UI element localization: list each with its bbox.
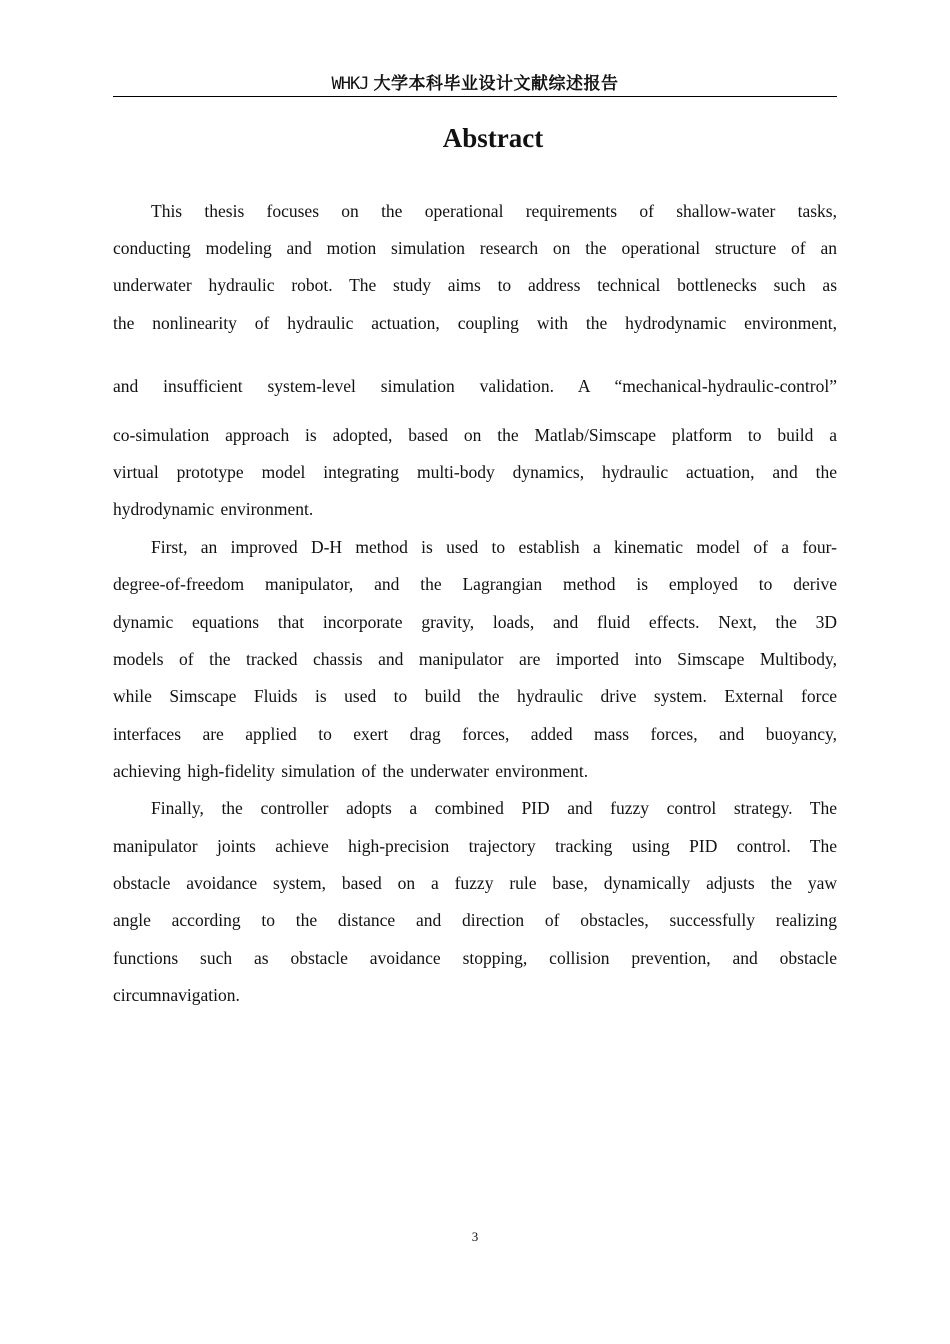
text-line: achieving high-fidelity simulation of the underwater environment. [113, 761, 589, 781]
text-line: hydrodynamic environment. [113, 499, 314, 519]
text-line: First, an improved D-H method is used to establish a kinematic model of a four- [151, 537, 837, 557]
header-latin: WHKJ [331, 74, 369, 94]
text-line: the nonlinearity of hydraulic actuation, coupling with the hydrodynamic environment, [113, 313, 837, 333]
header-cjk: 大学本科毕业设计文献综述报告 [373, 74, 619, 94]
text-line: dynamic equations that incorporate gravity, loads, and fluid effects. Next, the 3D [113, 612, 837, 632]
text-line: circumnavigation. [113, 985, 240, 1005]
running-header [113, 70, 837, 97]
text-line: while Simscape Fluids is used to build the hydraulic drive system. External force [113, 686, 837, 706]
text-line: degree-of-freedom manipulator, and the Lagrangian method is employed to derive [113, 574, 837, 594]
text-line: underwater hydraulic robot. The study aims to address technical bottlenecks such as [113, 275, 837, 295]
text-line: conducting modeling and motion simulation research on the operational structure of an [113, 238, 837, 258]
page-title: Abstract [442, 123, 544, 153]
text-line: co-simulation approach is adopted, based on the Matlab/Simscape platform to build a [113, 425, 837, 445]
text-line: and insufficient system-level simulation validation. A “mechanical-hydraulic-control” [113, 376, 837, 396]
abstract-body [113, 199, 837, 1019]
text-line: interfaces are applied to exert drag forces, added mass forces, and buoyancy, [113, 724, 837, 744]
text-line: This thesis focuses on the operational requirements of shallow-water tasks, [151, 201, 837, 221]
header-rule [113, 96, 837, 97]
text-line: manipulator joints achieve high-precision trajectory tracking using PID control. The [113, 836, 837, 856]
text-line: virtual prototype model integrating multi-body dynamics, hydraulic actuation, and the [113, 462, 837, 482]
text-line: obstacle avoidance system, based on a fuzzy rule base, dynamically adjusts the yaw [113, 873, 837, 893]
text-line: Finally, the controller adopts a combined PID and fuzzy control strategy. The [151, 798, 837, 818]
text-line: functions such as obstacle avoidance stopping, collision prevention, and obstacle [113, 948, 837, 968]
text-line: angle according to the distance and direction of obstacles, successfully realizing [113, 910, 837, 930]
page-number: 3 [471, 1229, 479, 1244]
text-line: models of the tracked chassis and manipulator are imported into Simscape Multibody, [113, 649, 837, 669]
